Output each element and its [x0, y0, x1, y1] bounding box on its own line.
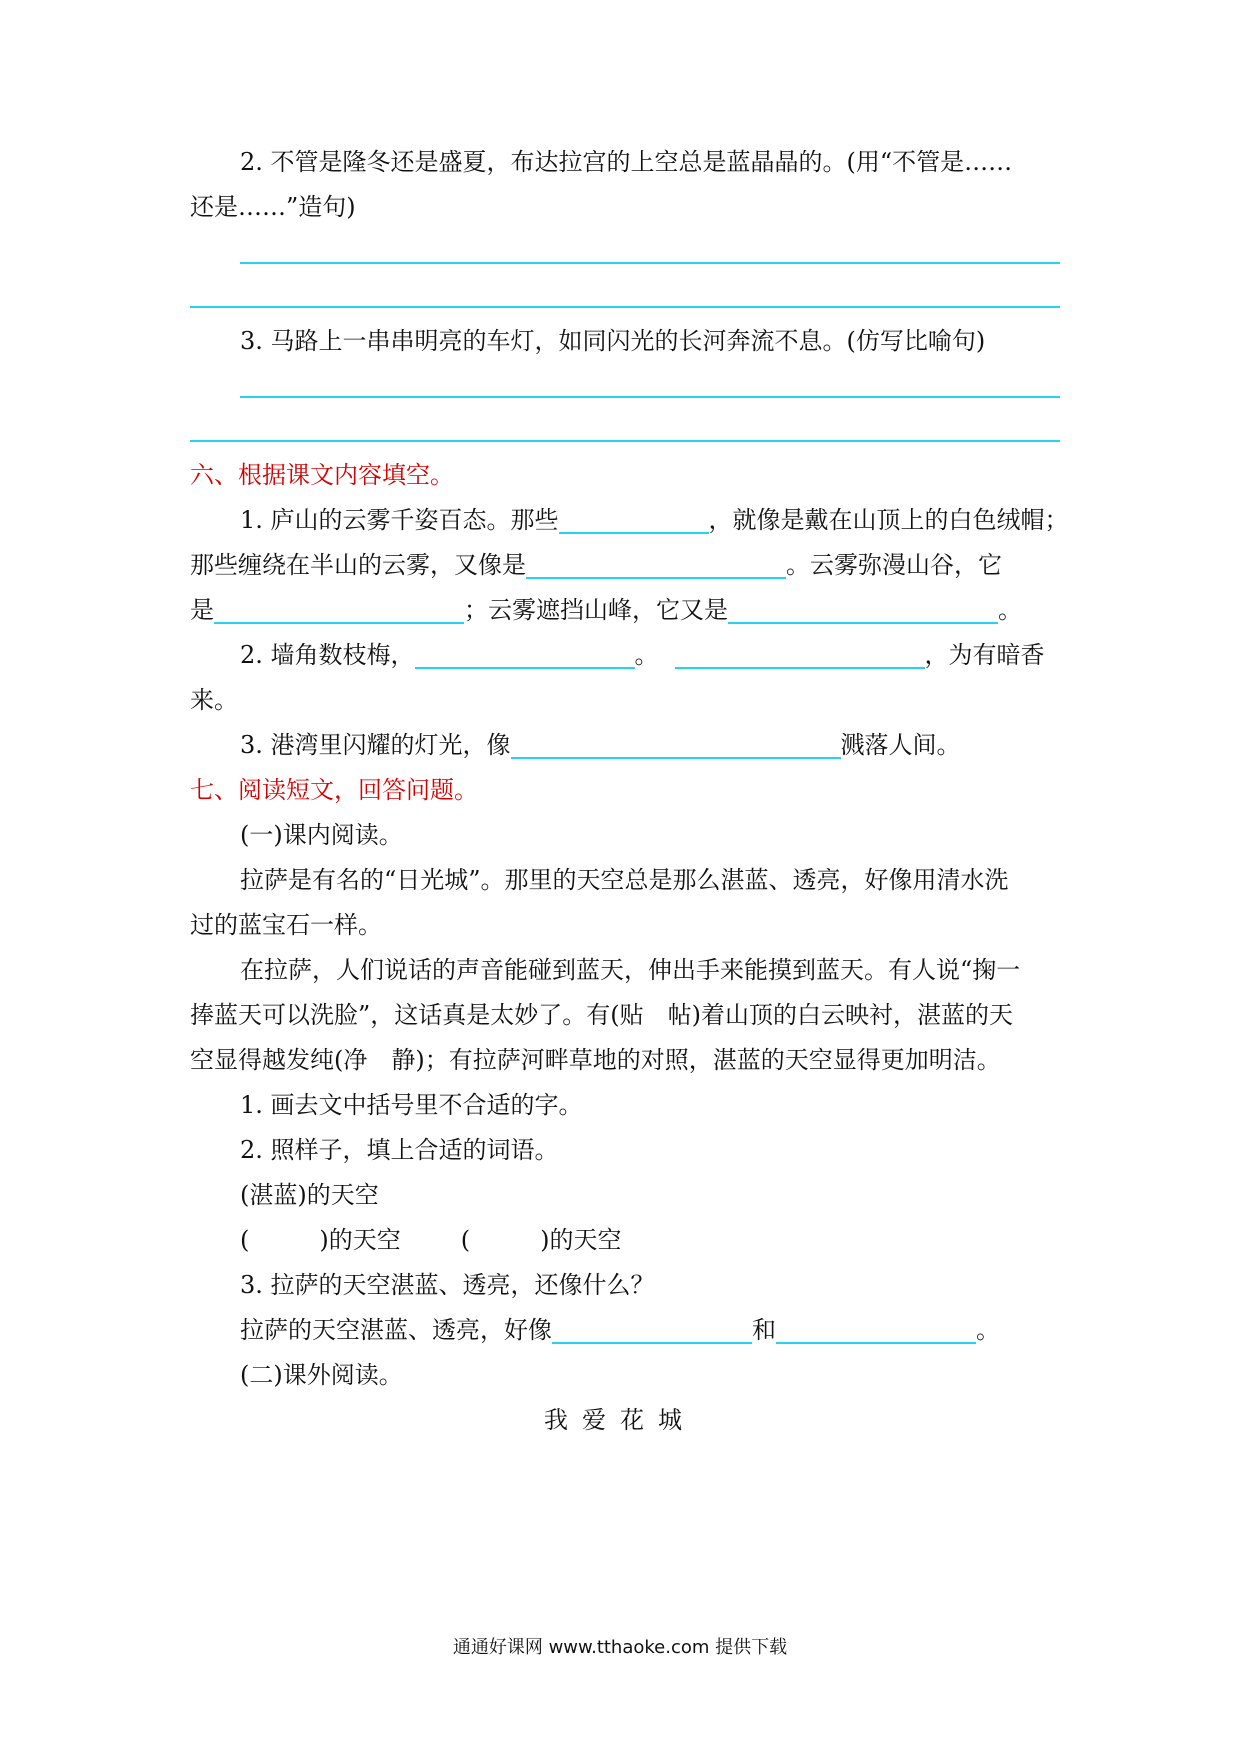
s7-answer-text-2: 和 [752, 1316, 776, 1344]
s6-item3-line [240, 720, 1060, 770]
s7-q3 [240, 1260, 1060, 1310]
s6-i1-text-2: ，就像是戴在山顶上的白色绒帽； [708, 506, 1069, 534]
answer-line[interactable] [240, 262, 1060, 264]
answer-line[interactable] [190, 306, 1060, 308]
s6-i3-text-1: 3. 港湾里闪耀的灯光，像 [240, 731, 511, 759]
s6-item1-line3 [190, 585, 1060, 635]
s6-item1-line2 [190, 540, 1060, 590]
section7-heading-text: 七、阅读短文，回答问题。 [190, 776, 478, 804]
para2-line1 [240, 945, 1060, 995]
para1-text-1: 拉萨是有名的“日光城”。那里的天空总是那么湛蓝、透亮，好像用清水洗 [240, 866, 1009, 894]
s6-i2-text-3: ，为有暗香 [924, 641, 1045, 669]
para2-text-1: 在拉萨，人们说话的声音能碰到蓝天，伸出手来能摸到蓝天。有人说“掬一 [240, 956, 1021, 984]
q3-line [240, 316, 1060, 366]
fill-blank[interactable] [526, 547, 786, 579]
s7-answer-text-1: 拉萨的天空湛蓝、透亮，好像 [240, 1316, 552, 1344]
s7-example-text: (湛蓝)的天空 [240, 1181, 379, 1209]
para2-text-2: 捧蓝天可以洗脸”，这话真是太妙了。有(贴 帖)着山顶的白云映衬，湛蓝的天 [190, 1001, 1013, 1029]
paren-open: ( [460, 1226, 471, 1254]
s7-q2 [240, 1125, 1060, 1175]
para2-text-3: 空显得越发纯(净 静)；有拉萨河畔草地的对照，湛蓝的天空显得更加明洁。 [190, 1046, 1001, 1074]
s6-i1-text-6: ；云雾遮挡山峰，它又是 [464, 596, 728, 624]
paren-close-text: )的天空 [319, 1226, 401, 1254]
s6-i2-text-4: 来。 [190, 686, 238, 714]
s6-i2-text-2: 。 [634, 641, 659, 669]
s6-item2-line2 [190, 675, 1060, 725]
footer [0, 1633, 1240, 1663]
para1-line1 [240, 855, 1060, 905]
q2-text-1: 2. 不管是隆冬还是盛夏，布达拉宫的上空总是蓝晶晶的。(用“不管是…… [240, 148, 1013, 176]
q3-text: 3. 马路上一串串明亮的车灯，如同闪光的长河奔流不息。(仿写比喻句) [240, 327, 986, 355]
section6-heading-text: 六、根据课文内容填空。 [190, 461, 454, 489]
s7-q1 [240, 1080, 1060, 1130]
fill-blank[interactable] [214, 592, 464, 624]
q2-text-2: 还是……”造句) [190, 193, 356, 221]
fill-blank[interactable] [728, 592, 998, 624]
s7-example [240, 1170, 1060, 1220]
part1-label [240, 810, 1060, 860]
fill-blank[interactable] [552, 1312, 752, 1344]
section6-heading [190, 450, 1060, 500]
s7-blanks-row [240, 1215, 1060, 1265]
fill-blank[interactable] [559, 502, 709, 534]
section7-heading [190, 765, 1060, 815]
footer-text: 通通好课网 www.tthaoke.com 提供下载 [452, 1637, 788, 1658]
s7-answer [240, 1305, 1060, 1355]
s6-i1-text-3: 那些缠绕在半山的云雾，又像是 [190, 551, 526, 579]
s7-q3-text: 3. 拉萨的天空湛蓝、透亮，还像什么？ [240, 1271, 655, 1299]
s6-i3-text-2: 溅落人间。 [840, 731, 961, 759]
answer-line[interactable] [240, 396, 1060, 398]
para1-text-2: 过的蓝宝石一样。 [190, 911, 382, 939]
s6-i1-text-1: 1. 庐山的云雾千姿百态。那些 [240, 506, 559, 534]
s6-i1-text-5: 是 [190, 596, 214, 624]
s6-i1-text-7: 。 [998, 596, 1022, 624]
s7-q1-text: 1. 画去文中括号里不合适的字。 [240, 1091, 583, 1119]
answer-line[interactable] [190, 440, 1060, 442]
fill-blank[interactable] [776, 1312, 976, 1344]
s6-i1-text-4: 。云雾弥漫山谷，它 [786, 551, 1002, 579]
part2-label [240, 1350, 1060, 1400]
part1-text: (一)课内阅读。 [240, 821, 403, 849]
s7-answer-text-3: 。 [976, 1316, 1000, 1344]
para2-line2 [190, 990, 1060, 1040]
article-title-text: 我爱花城 [544, 1406, 696, 1434]
part2-text: (二)课外阅读。 [240, 1361, 403, 1389]
fill-blank[interactable] [415, 637, 635, 669]
paren-open: ( [240, 1226, 250, 1254]
fill-blank[interactable] [511, 727, 841, 759]
s6-item2-line1 [240, 630, 1060, 680]
q2-line2 [190, 182, 1060, 232]
fill-blank[interactable] [675, 637, 925, 669]
s6-item1-line1 [240, 495, 1069, 545]
s6-i2-text-1: 2. 墙角数枝梅， [240, 641, 415, 669]
s7-q2-text: 2. 照样子，填上合适的词语。 [240, 1136, 559, 1164]
para2-line3 [190, 1035, 1060, 1085]
q2-line1 [240, 137, 1060, 187]
para1-line2 [190, 900, 1060, 950]
paren-close-text: )的天空 [540, 1226, 622, 1254]
article-title [0, 1395, 1240, 1445]
